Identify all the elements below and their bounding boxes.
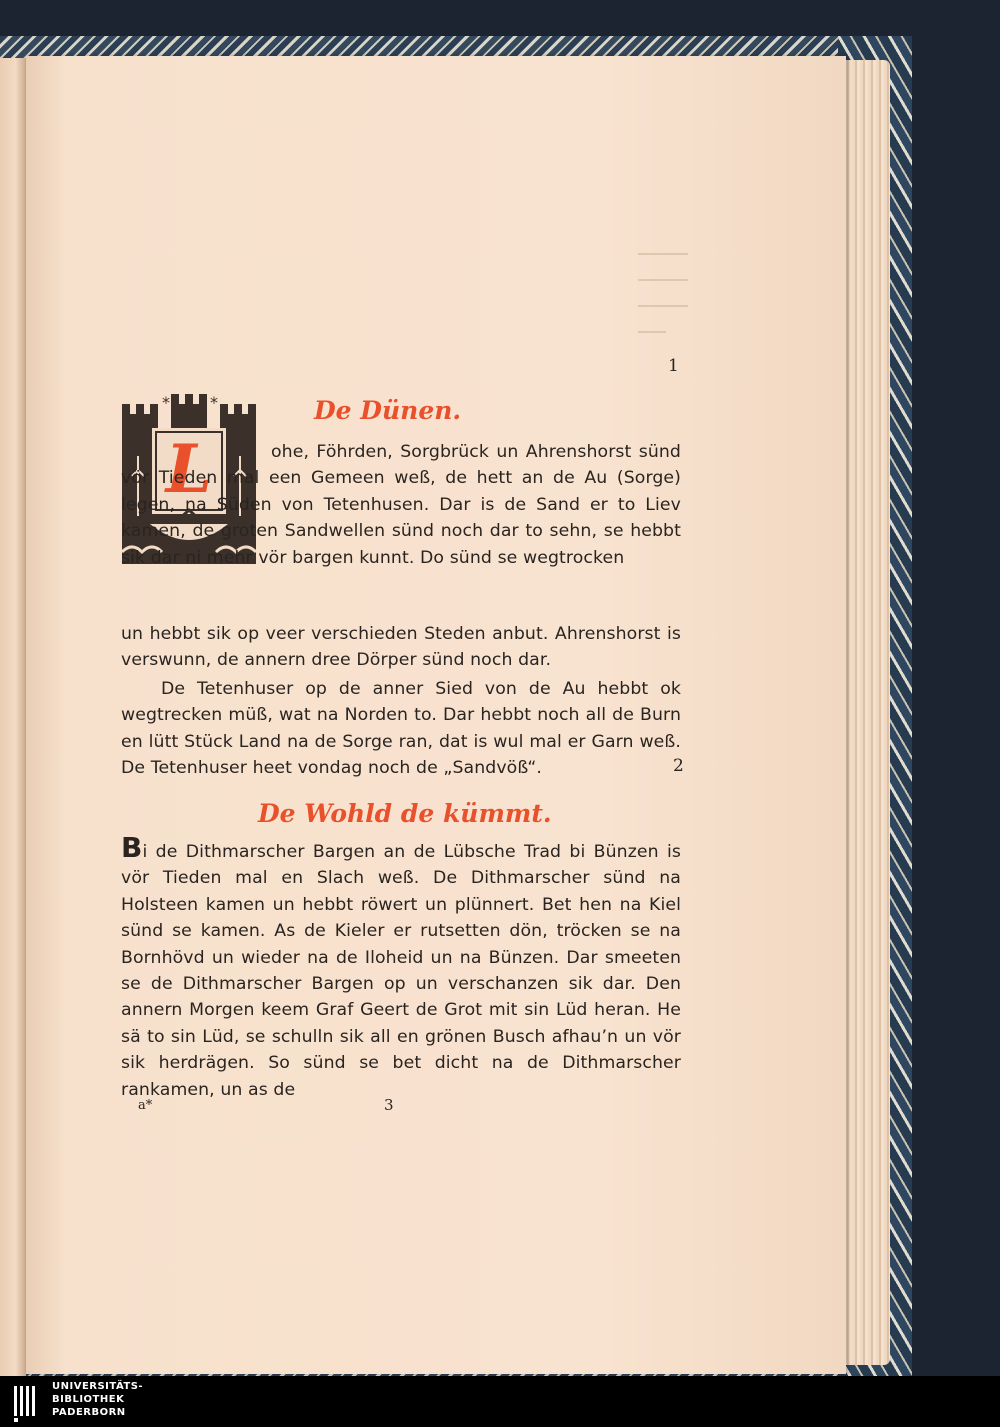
show-through-marks [636,246,696,386]
section2-paragraph [121,831,681,1103]
section-number: 1 [668,356,679,376]
section1-paragraph1: ohe, Föhrden, Sorgbrück un Ahrenshorst sünd vör Tieden mal een Gemeen weß, de hett an de Au (Sorge) legen, na Süden von Tetenhusen. Dar is de Sand er to Liev kamen, de groten Sandwellen sünd noch dar to sehn, se hebbt sik dar ni mehr vör bargen kunnt. Do sünd se wegtrocken [121,442,681,568]
library-name-line: BIBLIOTHEK [52,1394,125,1405]
drop-cap-letter: L [165,430,213,508]
section2-paragraph-text: i de Dithmarscher Bargen an de Lübsche Trad bi Bünzen is vör Tieden mal en Slach weß. De Dithmarscher sünd na Holsteen kamen un hebbt röwert un plünnert. Bet hen na Kiel sünd se kamen. As de Kieler er rutsetten dön, tröcken se na Bornhövd un wieder na de Iloheid un na Bünzen. Dar smeeten se de Dithmarscher Bargen op un verschanzen sik dar. Den annern Morgen keem Graf Geert de Grot mit sin Lüd heran. He sä to sin Lüd, se schulln sik all en grönen Busch afhau’n un vör sik herdrägen. So sünd se bet dicht na de Dithmarscher rankamen, un as de [121,842,681,1100]
signature-mark: a* [138,1098,153,1113]
library-banner [0,1376,1000,1427]
previous-page-edge [0,58,26,1376]
section1-paragraph1-end: un hebbt sik op veer verschieden Steden anbut. Ahrenshorst is verswunn, de annern dree Dörper sünd noch dar. [121,624,681,671]
library-name-line: UNIVERSITÄTS- [52,1381,144,1392]
section1-paragraph2: De Tetenhuser op de anner Sied von de Au hebbt ok wegtrecken müß, wat na Norden to. Dar hebbt noch all de Burn en lütt Stück Land na de Sorge ran, dat is wul mal er Garn weß. De Tetenhuser heet vondag noch de „Sandvöß“. [121,679,681,779]
section-title: De Wohld de kümmt. [258,799,552,828]
section-title: De Dünen. [314,396,462,425]
library-name-line: PADERBORN [52,1407,126,1418]
book-page [26,56,846,1374]
library-logo-icon [12,1380,42,1422]
page-number: 3 [384,1096,394,1114]
section2-initial: B [121,831,143,864]
section-number: 2 [673,756,684,776]
svg-text:*: * [210,393,218,412]
svg-text:*: * [162,393,170,412]
library-name [52,1380,143,1419]
